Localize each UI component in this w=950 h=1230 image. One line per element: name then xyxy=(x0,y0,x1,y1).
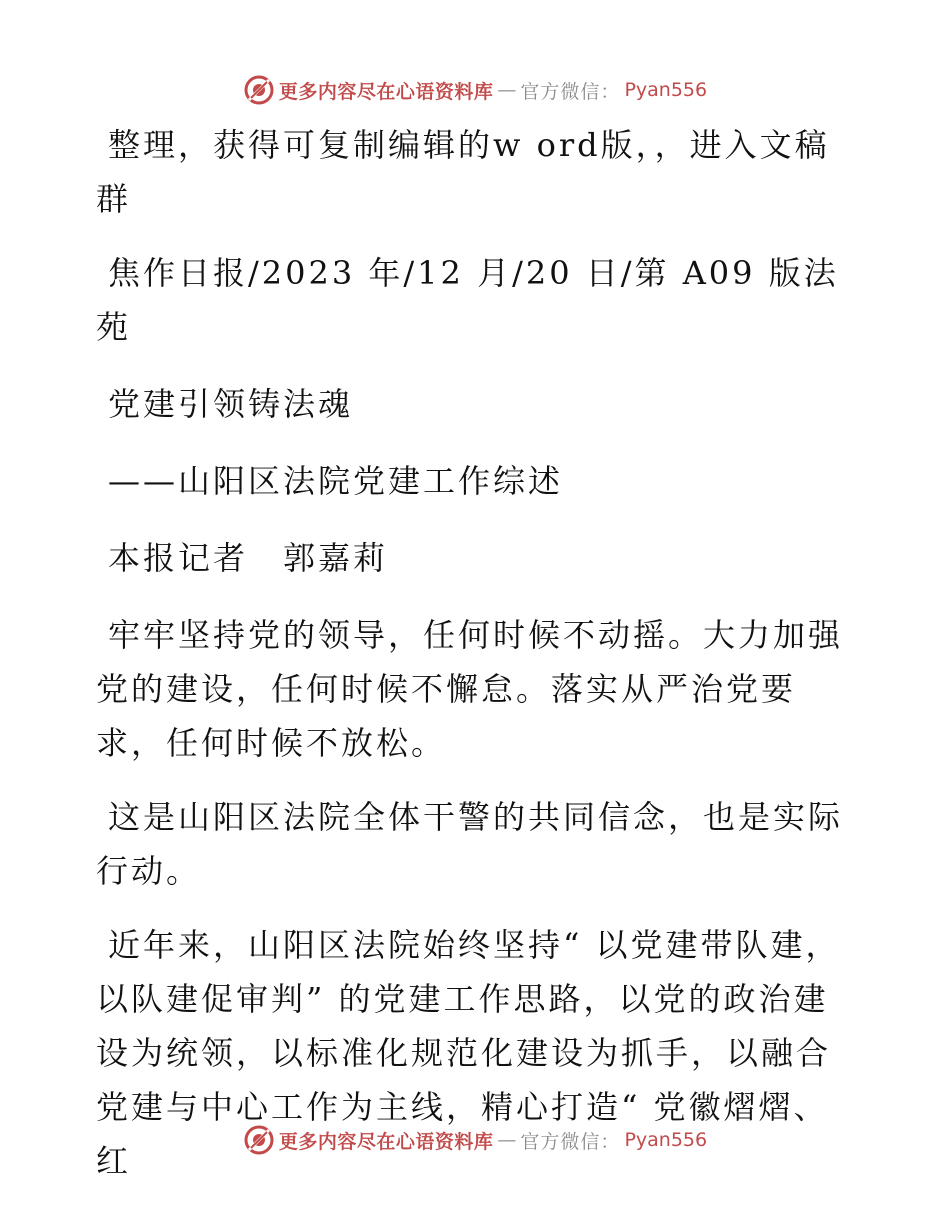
watermark-brand-text: 更多内容尽在心语资料库 xyxy=(278,1130,494,1153)
body-paragraph-3: 近年来，山阳区法院始终坚持“ 以党建带队建，以队建促审判” 的党建工作思路，以党的政治建设为统领，以标准化规范化建设为抓手，以融合党建与中心工作为主线，精心打造“ 党徽熠熠、红 xyxy=(96,926,841,1180)
watermark-wechat-label: 官方微信： xyxy=(520,80,621,103)
footer-watermark xyxy=(0,1120,950,1160)
watermark-dash: — xyxy=(497,1129,517,1151)
headline: 党建引领铸法魂 xyxy=(108,385,354,423)
subheadline: ——山阳区法院党建工作综述 xyxy=(108,462,564,500)
brush-logo-icon xyxy=(243,74,275,106)
body-paragraph-2: 这是山阳区法院全体干警的共同信念，也是实际行动。 xyxy=(96,798,844,890)
document-body xyxy=(96,118,856,1208)
intro-line: 整理，获得可复制编辑的w ord版，，进入文稿群 xyxy=(96,126,830,218)
body-paragraph-1: 牢牢坚持党的领导，任何时候不动摇。大力加强党的建设，任何时候不懈怠。落实从严治党要求，任何时候不放松。 xyxy=(96,616,844,762)
header-watermark xyxy=(0,70,950,110)
source-line: 焦作日报/2023 年/12 月/20 日/第 A09 版法苑 xyxy=(96,254,839,346)
watermark-wechat-id: Pyan556 xyxy=(624,79,708,101)
watermark-brand-text: 更多内容尽在心语资料库 xyxy=(278,80,494,103)
watermark-wechat-label: 官方微信： xyxy=(520,1130,621,1153)
watermark-wechat-id: Pyan556 xyxy=(624,1129,708,1151)
watermark-dash: — xyxy=(497,79,517,101)
brush-logo-icon xyxy=(243,1124,275,1156)
byline: 本报记者 郭嘉莉 xyxy=(108,539,389,577)
